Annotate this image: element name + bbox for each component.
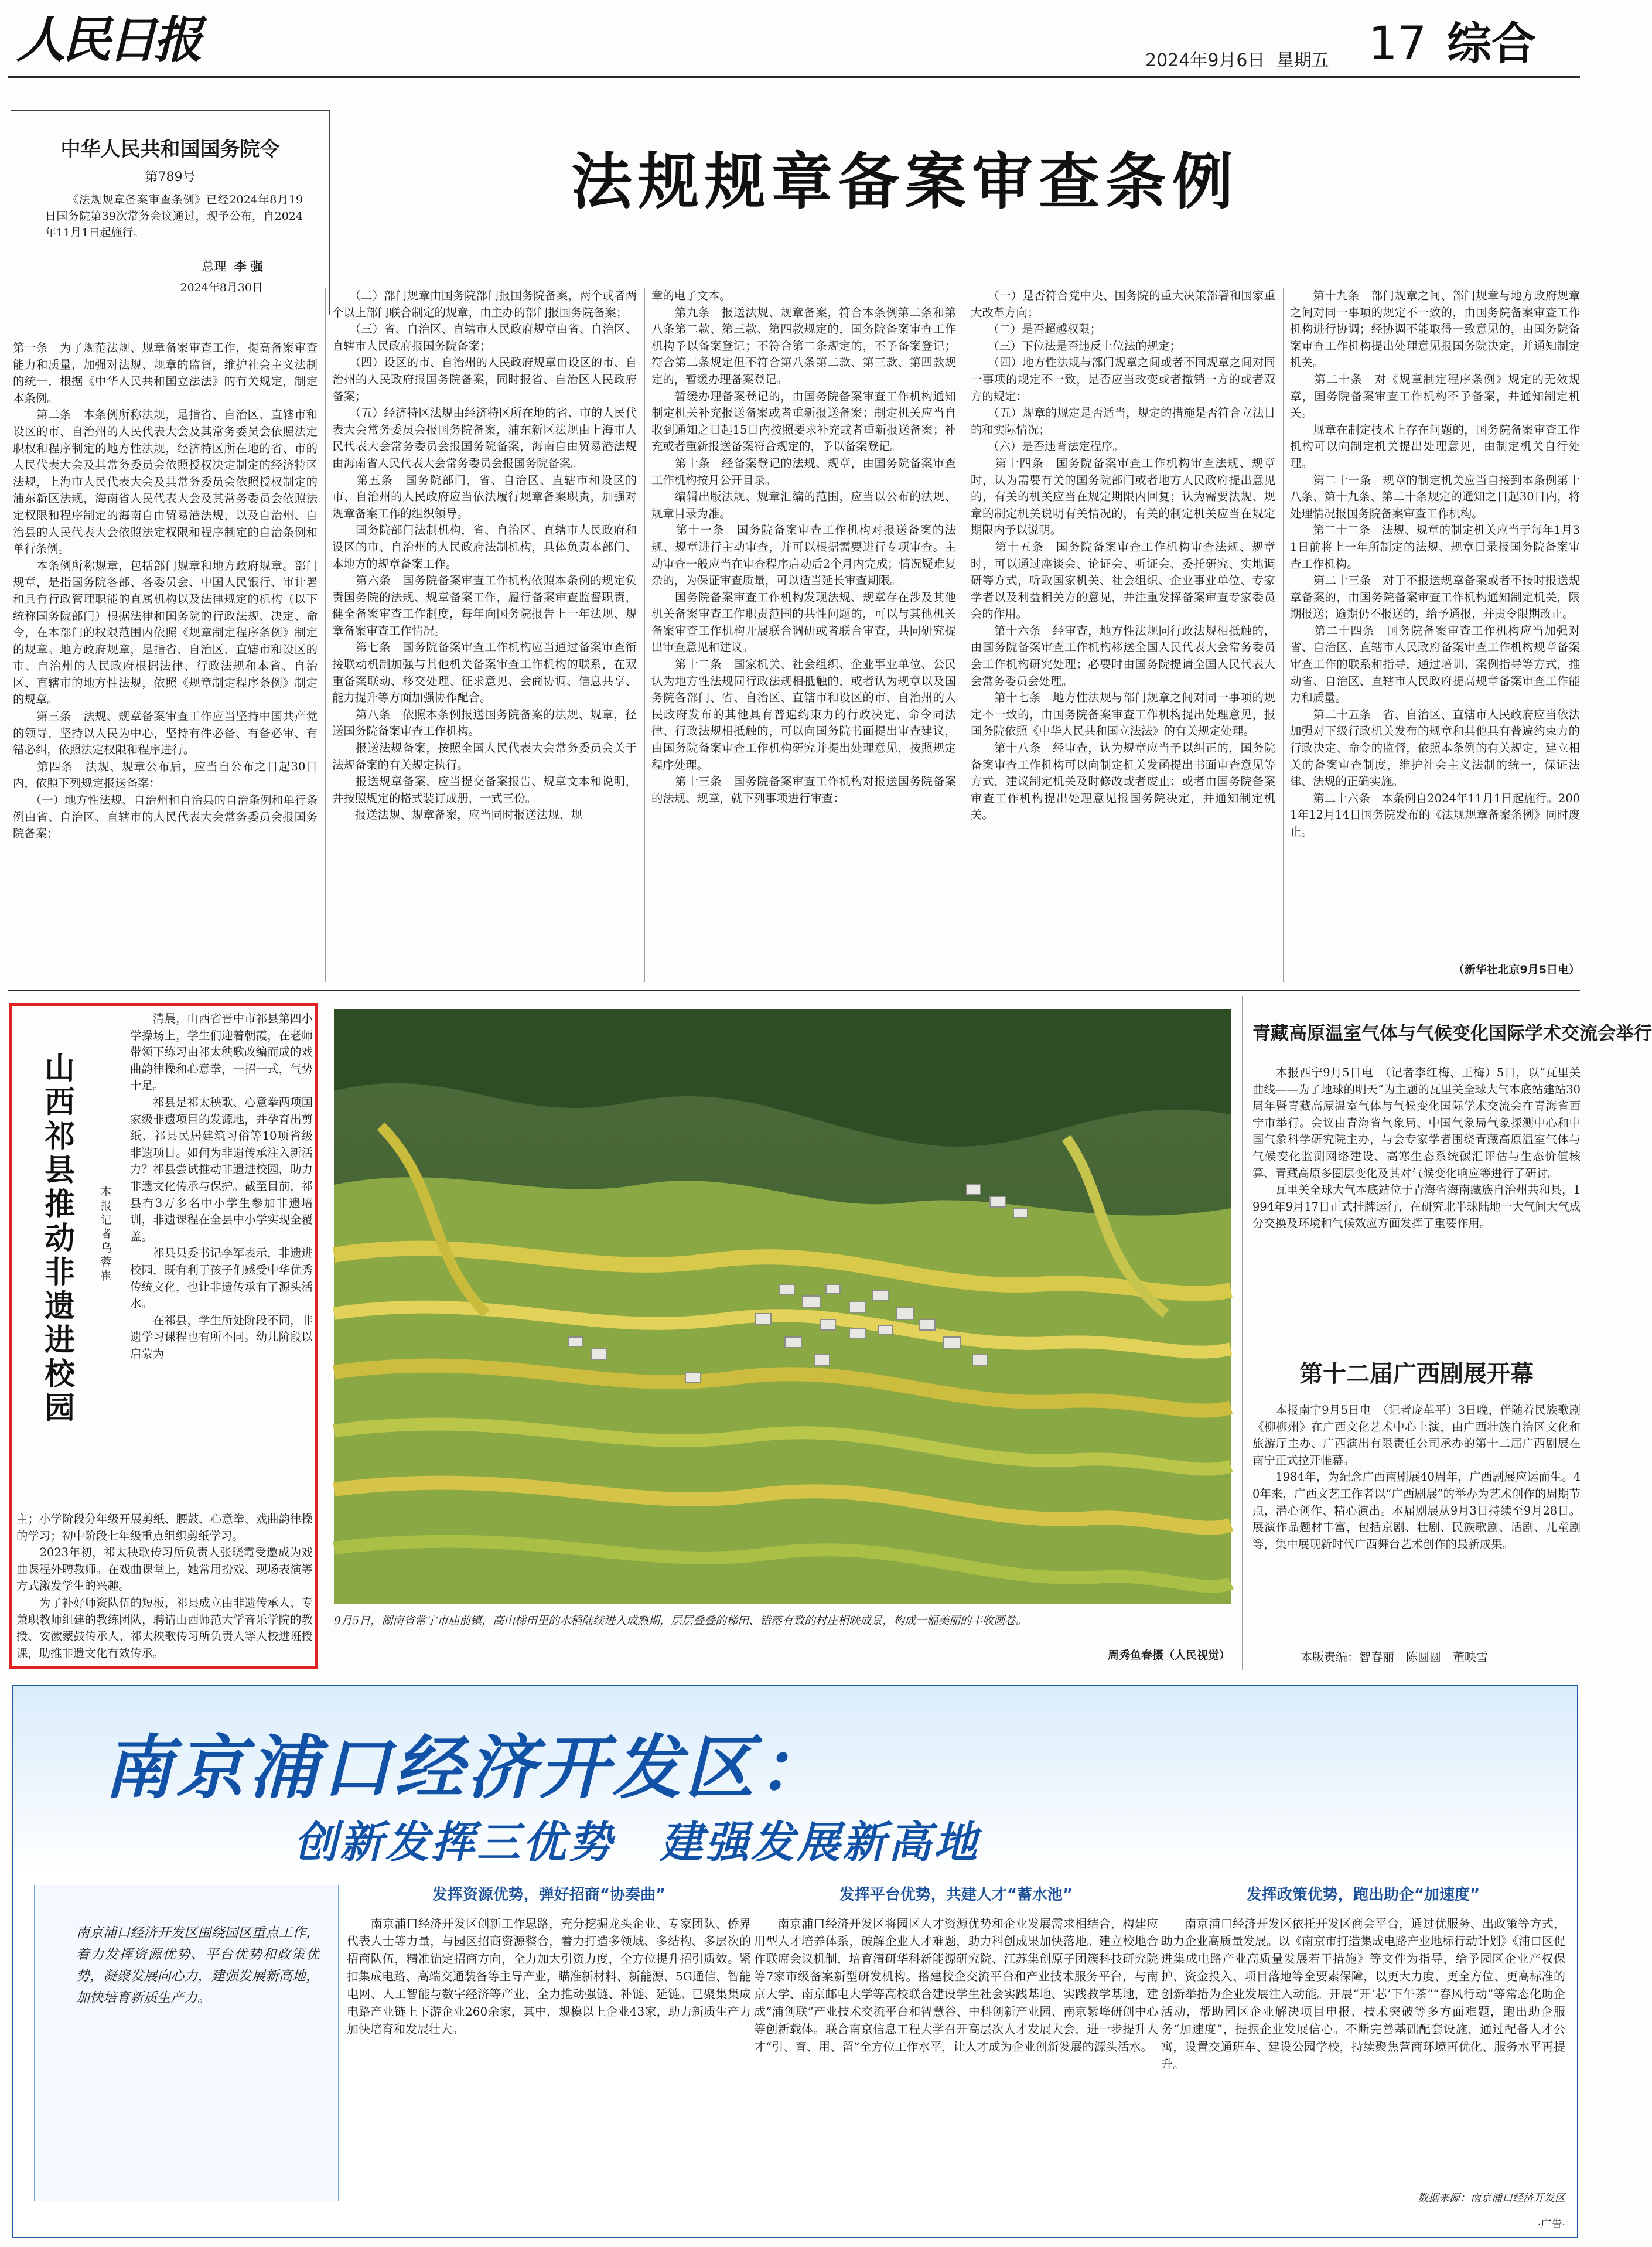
signer-name: 李 强	[234, 260, 263, 274]
regulation-column-5: 第十九条 部门规章之间、部门规章与地方政府规章之间对同一事项的规定不一致的，由国务院备案审查工作机构进行协调；经协调不能取得一致意见的，由国务院备案审查工作机构提出处理意见报国务院决定，并通知制定机关。 第二十条 对《规章制定程序条例》规定的无效规章，国务院备案审查工作机构不予备案，并通知制定机关。 规章在制定技术上存在问题的，国务院备案审查工作机构可以向制定机关提出处理意见，由制定机关自行处理。 第二十一条 规章的制定机关应当自接到本条例第十八条、第十九条、第二十条规定的通知之日起30日内，将处理情况报国务院备案审查工作机构。 第二十二条 法规、规章的制定机关应当于每年1月31日前将上一年所制定的法规、规章目录报国务院备案审查工作机构。 第二十三条 对于不报送规章备案或者不按时报送规章备案的，由国务院备案审查工作机构通知制定机关，限期报送；逾期仍不报送的，给予通报，并责令限期改正。 第二十四条 国务院备案审查工作机构应当加强对省、自治区、直辖市人民政府备案审查工作机构规章备案审查工作的联系和指导，通过培训、案例指导等方式，推动省、自治区、直辖市人民政府提高规章备案审查工作能力和质量。 第二十五条 省、自治区、直辖市人民政府应当依法加强对下级行政机关发布的规章和其他具有普遍约束力的行政决定、命令的监督，依照本条例的有关规定，建立相关的备案审查制度，维护社会主义法制的统一，保证法律、法规的正确实施。 第二十六条 本条例自2024年11月1日起施行。2001年12月14日国务院发布的《法规规章备案条例》同时废止。	[1290, 289, 1580, 838]
regulation-credit: （新华社北京9月5日电）	[1453, 963, 1580, 976]
section-rule	[8, 990, 1580, 991]
ad-section-3	[1161, 1883, 1565, 2211]
regulation-column-2: （二）部门规章由国务院部门报国务院备案，两个或者两个以上部门联合制定的规章，由主办的部门报国务院备案； （三）省、自治区、直辖市人民政府规章由省、自治区、直辖市人民政府报国务院备案； （四）设区的市、自治州的人民政府规章由设区的市、自治州的人民政府报国务院备案，同时报省、自治区人民政府备案； （五）经济特区法规由经济特区所在地的省、市的人民代表大会常务委员会报国务院备案，浦东新区法规由上海市人民代表大会常务委员会报国务院备案，海南自由贸易港法规由海南省人民代表大会常务委员会报国务院备案。 第五条 国务院部门，省、自治区、直辖市和设区的市、自治州的人民政府应当依法履行规章备案职责，加强对规章备案工作的组织领导。 国务院部门法制机构，省、自治区、直辖市人民政府和设区的市、自治州的人民政府法制机构，具体负责本部门、本地方的规章备案工作。 第六条 国务院备案审查工作机构依照本条例的规定负责国务院的法规、规章备案工作，履行备案审查监督职责，健全备案审查工作制度，每年向国务院报告上一年法规、规章备案审查工作情况。 第七条 国务院备案审查工作机构应当通过备案审查衔接联动机制加强与其他机关备案审查工作机构的联系，在双重备案联动、移交处理、征求意见、会商协调、信息共享、能力提升等方面加强协作配合。 第八条 依照本条例报送国务院备案的法规、规章，径送国务院备案审查工作机构。 报送法规备案，按照全国人民代表大会常务委员会关于法规备案的有关规定执行。 报送规章备案，应当提交备案报告、规章文本和说明，并按照规定的格式装订成册，一式三份。 报送法规、规章备案，应当同时报送法规、规	[332, 289, 637, 822]
ad-section-1	[347, 1883, 751, 2211]
ad-section-heading: 发挥政策优势，跑出助企“加速度”	[1246, 1886, 1480, 1904]
terraced-fields-photo	[334, 1009, 1231, 1604]
ad-subtitle: 创新发挥三优势 建强发展新高地	[294, 1818, 979, 1868]
qinghai-body: 本报西宁9月5日电 （记者李红梅、王梅）5日，以“瓦里关曲线——为了地球的明天”为主题的瓦里关全球大气本底站建站30周年暨青藏高原温室气体与气候变化国际学术交流会在青海省西宁市举行。会议由青海省气象局、中国气象局气象探测中心和中国气象科学研究院主办，与会专家学者围绕青藏高原温室气体与气候变化监测网络建设、高寒生态系统碳汇评估与生态价值核算、青藏高原多圈层变化及其对气候变化响应等进行了研讨。 瓦里关全球大气本底站位于青海省海南藏族自治州共和县，1994年9月17日正式挂牌运行，在研究北半球陆地一大气间大气成分交换及环境和气候效应方面发挥了重要作用。	[1252, 1066, 1581, 1230]
ad-intro: 南京浦口经济开发区围绕园区重点工作，着力发挥资源优势、平台优势和政策优势，凝聚发展向心力，建强发展新高地，加快培育新质生产力。	[76, 1925, 319, 2006]
regulation-headline: 法规规章备案审查条例	[571, 145, 1240, 217]
photo-caption: 9月5日，湖南省常宁市庙前镇，高山梯田里的水稻陆续进入成熟期，层层叠叠的梯田、错落有致的村庄相映成景，构成一幅美丽的丰收画卷。	[334, 1614, 1028, 1627]
ad-section-heading: 发挥平台优势，共建人才“蓄水池”	[839, 1886, 1073, 1904]
page-number: 17	[1368, 18, 1427, 70]
regulation-column-3: 章的电子文本。 第九条 报送法规、规章备案，符合本条例第二条和第八条第二款、第三款、第四款规定的，国务院备案审查工作机构予以备案登记；不符合第二条规定的，不予备案登记；符合第二条规定但不符合第八条第二款、第三款、第四款规定的，暂缓办理备案登记。 暂缓办理备案登记的，由国务院备案审查工作机构通知制定机关补充报送备案或者重新报送备案；制定机关应当自收到通知之日起15日内按照要求补充或者重新报送备案；补充或者重新报送备案符合规定的，予以备案登记。 第十条 经备案登记的法规、规章，由国务院备案审查工作机构按月公开目录。 编辑出版法规、规章汇编的范围，应当以公布的法规、规章目录为准。 第十一条 国务院备案审查工作机构对报送备案的法规、规章进行主动审查，并可以根据需要进行专项审查。主动审查一般应当在审查程序启动后2个月内完成；情况疑难复杂的，为保证审查质量，可以适当延长审查期限。 国务院备案审查工作机构发现法规、规章存在涉及其他机关备案审查工作职责范围的共性问题的，可以与其他机关备案审查工作机构开展联合调研或者联合审查，共同研究提出审查意见和建议。 第十二条 国家机关、社会组织、企业事业单位、公民认为地方性法规同行政法规相抵触的，或者认为规章以及国务院各部门、省、自治区、直辖市和设区的市、自治州的人民政府发布的其他具有普遍约束力的行政决定、命令同法律、行政法规相抵触的，可以向国务院书面提出审查建议，由国务院备案审查工作机构研究并提出处理意见，按照规定程序处理。 第十三条 国务院备案审查工作机构对报送国务院备案的法规、规章，就下列事项进行审查：	[651, 289, 956, 805]
masthead-logo: 人民日报	[16, 11, 200, 69]
ad-section-heading: 发挥资源优势，弹好招商“协奏曲”	[432, 1886, 666, 1904]
signer-title: 总理	[202, 260, 227, 274]
column-divider	[1242, 996, 1243, 1670]
shanxi-byline: 本报记者 乌 蓉 崔	[100, 1185, 134, 1283]
shanxi-headline: 山西祁县推动非遗进校园	[44, 1051, 75, 1426]
terraced-fields-image	[334, 1009, 1231, 1604]
editors-credit: 本版责编：智春丽 陈圆圆 董映雪	[1301, 1650, 1488, 1664]
ad-source: 数据来源：南京浦口经济开发区	[1418, 2192, 1565, 2204]
order-body: 《法规规章备案审查条例》已经2024年8月19日国务院第39次常务会议通过，现予公布，自2024年11月1日起施行。	[45, 193, 303, 239]
masthead-date	[1145, 46, 1329, 71]
order-date: 2024年8月30日	[180, 281, 263, 294]
order-title: 中华人民共和国国务院令	[60, 138, 280, 161]
photo-credit: 周秀鱼春摄（人民视觉）	[1107, 1649, 1230, 1662]
regulation-column-1: 第一条 为了规范法规、规章备案审查工作，提高备案审查能力和质量，加强对法规、规章的监督，维护社会主义法制的统一，根据《中华人民共和国立法法》的有关规定，制定本条例。 第二条 本条例所称法规，是指省、自治区、直辖市和设区的市、自治州的人民代表大会及其常务委员会依照法定职权和程序制定的地方性法规，经济特区所在地的省、市的人民代表大会及其常务委员会依照授权决定制定的经济特区法规，上海市人民代表大会及其常务委员会依照授权制定的浦东新区法规，海南省人民代表大会及其常务委员会依照法定权限和程序制定的海南自由贸易港法规，以及自治州、自治县的人民代表大会依照法定权限和程序制定的自治条例和单行条例。 本条例所称规章，包括部门规章和地方政府规章。部门规章，是指国务院各部、各委员会、中国人民银行、审计署和具有行政管理职能的直属机构以及法律规定的机构（以下统称国务院部门）根据法律和国务院的行政法规、决定、命令，在本部门的权限范围内依照《规章制定程序条例》制定的规章。地方政府规章，是指省、自治区、直辖市和设区的市、自治州的人民政府根据法律、行政法规和本省、自治区、直辖市的地方性法规，依照《规章制定程序条例》制定的规章。 第三条 法规、规章备案审查工作应当坚持中国共产党的领导，坚持以人民为中心，坚持有件必备、有备必审、有错必纠，依照法定权限和程序进行。 第四条 法规、规章公布后，应当自公布之日起30日内，依照下列规定报送备案： （一）地方性法规、自治州和自治县的自治条例和单行条例由省、自治区、直辖市的人民代表大会常务委员会报国务院备案；	[13, 341, 318, 841]
ad-section-2	[754, 1883, 1158, 2211]
ad-section-text: 南京浦口经济开发区将园区人才资源优势和企业发展需求相结合，构建应用型人才培养体系，破解企业人才难题，助力科创成果加快落地。建立校地合作联席会议机制，培育清研华科新能源研究院、江苏集创原子团簇科技研究院等7家市级备案新型研发机构。搭建校企交流平台和产业技术服务平台，与南京大学、南京邮电大学等高校联合建设学生社会实践基地、实践教学基地，建成“浦创联”产业技术交流平台和智慧谷、中科创新产业园、南京紫峰研创中心等创新载体。联合南京信息工程大学召开高层次人才发展大会，进一步提升人才“引、育、用、留”全方位工作水平，让人才成为企业创新发展的源头活水。	[754, 1917, 1158, 2054]
shanxi-article	[9, 1003, 318, 1669]
column-divider	[325, 288, 326, 982]
shanxi-body-top: 清晨，山西省晋中市祁县第四小学操场上，学生们迎着朝霞，在老师带领下练习由祁太秧歌改编而成的戏曲韵律操和心意拳，一招一式，气势十足。 祁县是祁太秧歌、心意拳两项国家级非遗项目的发源地，并孕育出剪纸、祁县民居建筑习俗等10项省级非遗项目。如何为非遗传承注入新活力？祁县尝试推动非遗进校园，助力非遗文化传承与保护。截至目前，祁县有3万多名中小学生参加非遗培训，非遗课程在全县中小学实现全覆盖。 祁县县委书记李军表示，非遗进校园，既有利于孩子们感受中华优秀传统文化，也让非遗传承有了源头活水。 在祁县，学生所处阶段不同，非遗学习课程也有所不同。幼儿阶段以启蒙为	[130, 1012, 313, 1361]
order-number: 第789号	[145, 170, 196, 185]
issue-weekday: 星期五	[1276, 50, 1329, 71]
section-name: 综合	[1447, 18, 1536, 70]
order-box	[11, 110, 330, 315]
column-divider	[644, 288, 645, 982]
guangxi-headline: 第十二届广西剧展开幕	[1299, 1360, 1534, 1387]
ad-section-text: 南京浦口经济开发区依托开发区商会平台，通过优服务、出政策等方式，助力企业高质量发展。以《南京市打造集成电路产业地标行动计划》《浦口区促进集成电路产业高质量发展若干措施》等文件为指导，给予园区企业产权保护、资金投入、项目落地等全要素保障，以更大力度、更全方位、更高标准的创新举措为企业发展注入动能。开展“开‘芯’下午茶”“春风行动”等常态化助企活动，帮助园区企业解决项目申报、技术突破等多方面难题，跑出助企服务“加速度”，提振企业发展信心。不断完善基础配套设施，通过配备人才公寓，设置交通班车、建设公园学校，持续聚焦营商环境再优化、服务水平再提升。	[1161, 1917, 1565, 2071]
ad-label: ·广告·	[1537, 2218, 1565, 2231]
masthead-rule	[8, 76, 1580, 78]
advertisement	[12, 1685, 1578, 2238]
column-divider	[1283, 288, 1284, 982]
issue-date: 2024年9月6日	[1145, 50, 1265, 71]
qinghai-headline: 青藏高原温室气体与气候变化国际学术交流会举行	[1252, 1023, 1652, 1044]
regulation-column-4: （一）是否符合党中央、国务院的重大决策部署和国家重大改革方向； （二）是否超越权限； （三）下位法是否违反上位法的规定； （四）地方性法规与部门规章之间或者不同规章之间对同一事项的规定不一致，是否应当改变或者撤销一方的或者双方的规定； （五）规章的规定是否适当，规定的措施是否符合立法目的和实际情况； （六）是否违背法定程序。 第十四条 国务院备案审查工作机构审查法规、规章时，认为需要有关的国务院部门或者地方人民政府提出意见的，有关的机关应当在规定期限内回复；认为需要法规、规章的制定机关说明有关情况的，有关的制定机关应当在规定期限内予以说明。 第十五条 国务院备案审查工作机构审查法规、规章时，可以通过座谈会、论证会、听证会、委托研究、实地调研等方式，听取国家机关、社会组织、企业事业单位、专家学者以及利益相关方的意见，并注重发挥备案审查专家委员会的作用。 第十六条 经审查，地方性法规同行政法规相抵触的，由国务院备案审查工作机构移送全国人民代表大会常务委员会工作机构研究处理；必要时由国务院提请全国人民代表大会常务委员会处理。 第十七条 地方性法规与部门规章之间对同一事项的规定不一致的，由国务院备案审查工作机构提出处理意见，报国务院依照《中华人民共和国立法法》的有关规定处理。 第十八条 经审查，认为规章应当予以纠正的，国务院备案审查工作机构可以向制定机关发函提出书面审查意见等方式，建议制定机关及时修改或者废止；或者由国务院备案审查工作机构提出处理意见报国务院决定，并通知制定机关。	[971, 289, 1275, 822]
ad-title: 南京浦口经济开发区：	[104, 1727, 831, 1808]
order-signature	[11, 257, 263, 275]
shanxi-body-bottom: 主；小学阶段分年级开展剪纸、腰鼓、心意拳、戏曲韵律操的学习；初中阶段七年级重点组织剪纸学习。 2023年初，祁太秧歌传习所负责人张晓霞受邀成为戏曲课程外聘教师。在戏曲课堂上，她常用扮戏、现场表演等方式激发学生的兴趣。 为了补好师资队伍的短板，祁县成立由非遗传承人、专兼职教师组建的教练团队，聘请山西师范大学音乐学院的教授、安徽蒙鼓传承人、祁太秧歌传习所负责人等人校进班授课，助推非遗文化有效传承。	[16, 1512, 313, 1660]
guangxi-body: 本报南宁9月5日电 （记者庞革平）3日晚，伴随着民族歌剧《柳柳州》在广西文化艺术中心上演，由广西壮族自治区文化和旅游厅主办、广西演出有限责任公司承办的第十二届广西剧展在南宁正式拉开帷幕。 1984年，为纪念广西南剧展40周年，广西剧展应运而生。40年来，广西文艺工作者以“广西剧展”的举办为艺术创作的周期节点，潜心创作、精心演出。本届剧展从9月3日持续至9月28日。展演作品题材丰富，包括京剧、壮剧、民族歌剧、话剧、儿童剧等，集中展现新时代广西舞台艺术创作的最新成果。	[1252, 1403, 1581, 1551]
ad-section-text: 南京浦口经济开发区创新工作思路，充分挖掘龙头企业、专家团队、侨界代表人士等力量，与园区招商资源整合，着力打造多领域、多结构、多层次的招商队伍，精准锚定招商方向，全力加大引资力度，全方位提升招引质效。紧扣集成电路、高端交通装备等主导产业，瞄准新材料、新能源、5G通信、智能电网、人工智能与数字经济等产业，全力推动强链、补链、延链。已聚集集成电路产业链上下游企业260余家，其中，规模以上企业43家，助力新质生产力加快培育和发展壮大。	[347, 1917, 751, 2036]
masthead	[0, 0, 1588, 88]
